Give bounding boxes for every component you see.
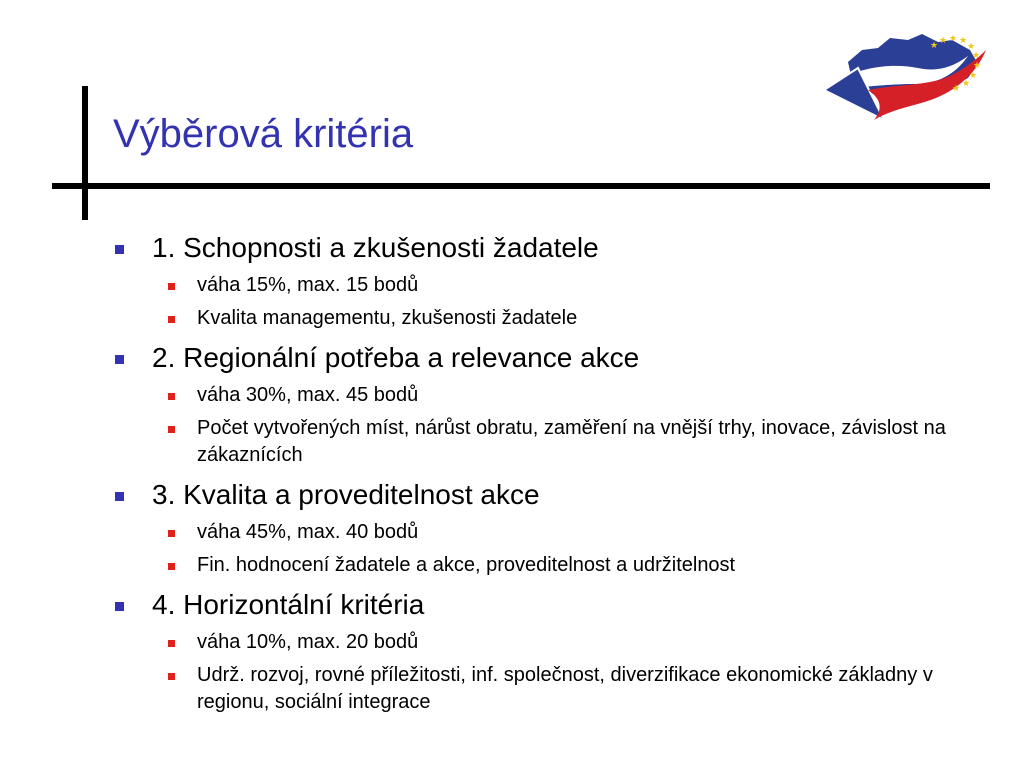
square-bullet-icon: [168, 640, 175, 647]
criterion-label: 2. Regionální potřeba a relevance akce: [152, 342, 640, 373]
square-bullet-icon: [168, 563, 175, 570]
criterion-detail: [112, 272, 957, 299]
criteria-list: [112, 230, 972, 724]
square-bullet-icon: [168, 316, 175, 323]
square-bullet-icon: [168, 393, 175, 400]
czech-eu-map-logo-icon: [818, 28, 990, 128]
svg-text:★: ★: [962, 79, 971, 89]
svg-text:★: ★: [939, 36, 948, 46]
criterion-detail-text: váha 15%, max. 15 bodů: [197, 274, 419, 296]
square-bullet-icon: [168, 673, 175, 680]
criterion-item: [112, 477, 972, 513]
criterion-label: 1. Schopnosti a zkušenosti žadatele: [152, 232, 599, 263]
horizontal-rule: [52, 183, 990, 189]
criterion-detail: [112, 662, 957, 716]
square-bullet-icon: [115, 355, 124, 364]
criterion-detail: [112, 415, 957, 469]
svg-text:★: ★: [969, 71, 978, 81]
svg-text:★: ★: [949, 34, 958, 44]
svg-text:★: ★: [930, 41, 939, 51]
criterion-detail: [112, 382, 957, 409]
square-bullet-icon: [168, 283, 175, 290]
square-bullet-icon: [168, 530, 175, 537]
svg-text:★: ★: [972, 51, 981, 61]
criterion-detail-text: váha 30%, max. 45 bodů: [197, 384, 419, 406]
criterion-item: [112, 340, 972, 376]
square-bullet-icon: [168, 426, 175, 433]
criterion-detail-text: váha 10%, max. 20 bodů: [197, 631, 419, 653]
criterion-detail-text: Udrž. rozvoj, rovné příležitosti, inf. společnost, diverzifikace ekonomické základny v regionu, sociální integrace: [197, 664, 933, 713]
criterion-detail-text: Fin. hodnocení žadatele a akce, proveditelnost a udržitelnost: [197, 554, 736, 576]
criterion-details: [112, 629, 972, 716]
criterion-label: 3. Kvalita a proveditelnost akce: [152, 479, 540, 510]
criterion-item: [112, 230, 972, 266]
slide-title: Výběrová kritéria: [113, 112, 414, 156]
criterion-detail-text: Počet vytvořených míst, nárůst obratu, zaměření na vnější trhy, inovace, závislost na zákaznících: [197, 417, 946, 466]
criterion-detail: [112, 552, 957, 579]
svg-text:★: ★: [952, 84, 961, 94]
square-bullet-icon: [115, 602, 124, 611]
criterion-detail: [112, 629, 957, 656]
criterion-detail: [112, 519, 957, 546]
criterion-details: [112, 382, 972, 469]
criterion-item: [112, 587, 972, 623]
criterion-details: [112, 272, 972, 332]
criterion-detail: [112, 305, 957, 332]
criterion-detail-text: váha 45%, max. 40 bodů: [197, 521, 419, 543]
square-bullet-icon: [115, 245, 124, 254]
svg-text:★: ★: [967, 42, 976, 52]
vertical-rule: [82, 86, 88, 220]
svg-text:★: ★: [959, 36, 968, 46]
criterion-label: 4. Horizontální kritéria: [152, 589, 425, 620]
square-bullet-icon: [115, 492, 124, 501]
criterion-details: [112, 519, 972, 579]
criterion-detail-text: Kvalita managementu, zkušenosti žadatele: [197, 307, 578, 329]
svg-text:★: ★: [973, 61, 982, 71]
